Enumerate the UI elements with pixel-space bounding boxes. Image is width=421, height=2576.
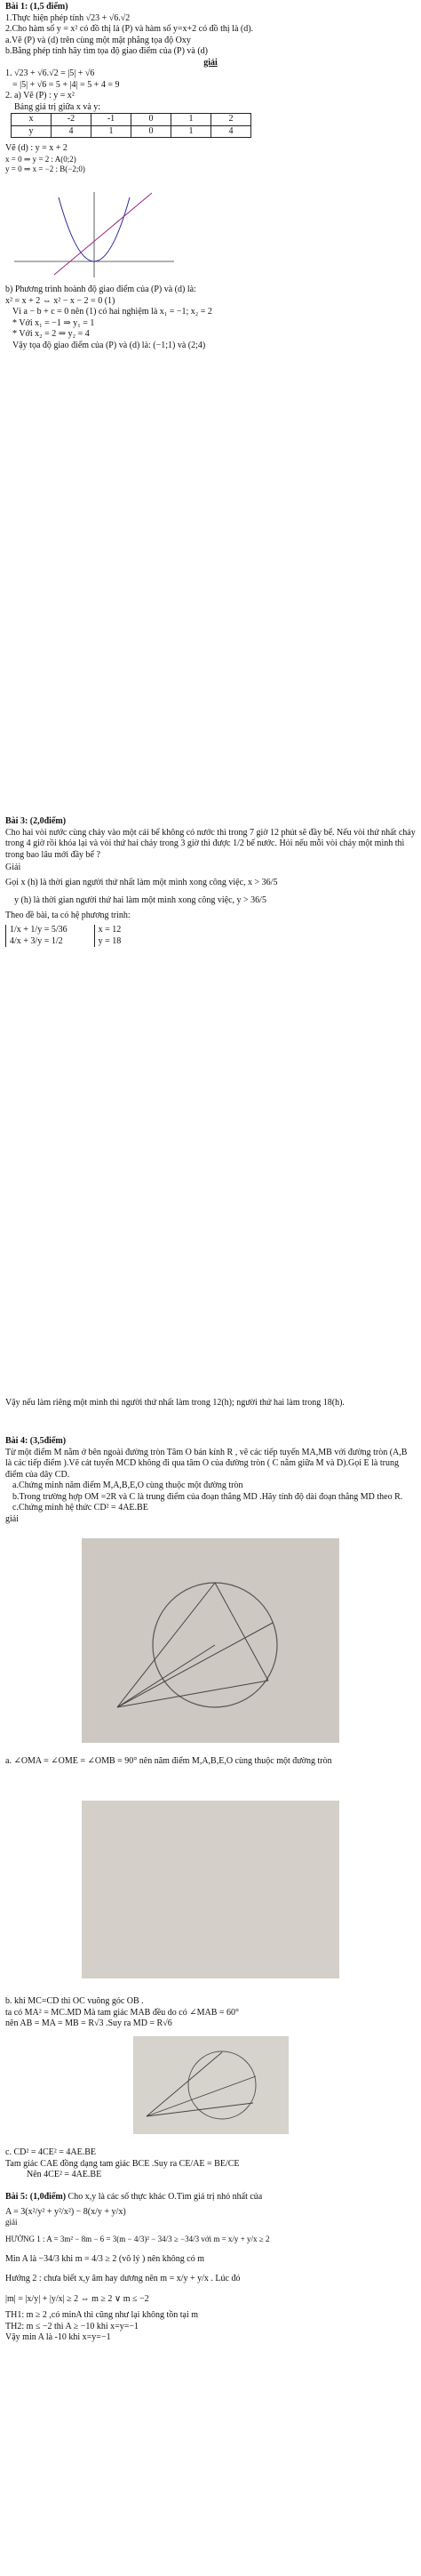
value-table (11, 113, 251, 138)
bai5-h1: HƯỚNG 1 : A = 3m² − 8m − 6 = 3(m − 4/3)² − 34/3 ≥ −34/3 với m = x/y + y/x ≥ 2 (5, 2235, 270, 2244)
bai1-table-caption: Bảng giá trị giữa x và y: (14, 101, 101, 112)
bai1-sol1: 1. √23 + √6.√2 = |5| + √6 (5, 68, 95, 78)
bai3-heq: Theo đề bài, ta có hệ phương trình: (5, 910, 131, 920)
geometry-figure-a-sketch (82, 1538, 339, 1743)
bai3-res2: y = 18 (98, 935, 122, 946)
bai1-title: Bài 1: (1,5 điểm) (5, 2, 68, 12)
table-y-label: y (12, 125, 52, 138)
table-cell: 1 (171, 114, 211, 126)
bai3-giai: Giải (5, 863, 21, 872)
bai3-y-line: y (h) là thời gian người thứ hai làm một mình xong công việc, y > 36/5 (14, 895, 266, 905)
table-cell: 1 (171, 125, 211, 138)
bai4-sc: c. CD² = 4CE² = 4AE.BE (5, 2147, 96, 2157)
bai3-sys1: 1/x + 1/y = 5/36 (10, 925, 68, 935)
geometry-figure-photo-c (133, 2036, 289, 2134)
bai1-d-title: Vẽ (d) : y = x + 2 (5, 143, 68, 153)
bai1-q2: 2.Cho hàm số y = x² có đồ thị là (P) và hàm số y=x+2 có đồ thị là (d). (5, 24, 254, 34)
bai3-sys2: 4/x + 3/y = 1/2 (10, 935, 63, 946)
bai5-expr: A = 3(x²/y² + y²/x²) − 8(x/y + y/x) (5, 2206, 126, 2217)
bai4-question: Từ một điểm M nằm ở bên ngoài đường tròn Tâm O bán kính R , vẽ các tiếp tuyến MA,MB với đường tròn (A,B là các tiếp điểm ).Vẽ cát tuyến MCD không đi qua tâm O của đường tròn ( C nằm giữa M và D).Gọi E là trung điểm của dây CD. (5, 1447, 408, 1480)
bai4-sb2: ta có MA² = MC.MD Mà tam giác MAB đều do có ∠MAB = 60° (5, 2007, 240, 2018)
table-x-label: x (12, 114, 52, 126)
bai4-qa: a.Chứng minh năm điểm M,A,B,E,O cùng thuộc một đường tròn (12, 1481, 243, 1490)
geometry-figure-photo-a (82, 1538, 339, 1743)
geometry-figure-c-sketch (133, 2036, 289, 2134)
table-cell: 4 (52, 125, 91, 138)
bai4-qb: b.Trong trường hợp OM =2R và C là trung điểm của đoạn thẳng MD .Hãy tính độ dài đoạn thẳng MD theo R. (12, 1491, 403, 1502)
bai1-giai-heading: giải (203, 57, 218, 68)
bai1-sol2b-eq: x² = x + 2 ⇔ x² − x − 2 = 0 (1) (5, 295, 115, 306)
table-cell: 1 (91, 125, 131, 138)
bai5-final: Vậy min A là -10 khi x=y=−1 (5, 2332, 111, 2342)
bai5-h2: Hướng 2 : chưa biết x,y âm hay dương nên m = x/y + y/x . Lúc đó (5, 2274, 241, 2283)
table-cell: 0 (131, 114, 171, 126)
bai3-answer: Vậy nếu làm riêng một mình thì người thứ nhất làm trong 12(h); người thứ hai làm trong 18(h). (5, 1398, 345, 1408)
bai4-giai: giải (5, 1513, 19, 1524)
table-cell: 0 (131, 125, 171, 138)
bai4-sb3: nên AB = MA = MB = R√3 .Suy ra MD = R√6 (5, 2018, 172, 2028)
bai1-sol2b-vi: Vì a − b + c = 0 nên (1) có hai nghiệm là x₁ = −1; x₂ = 2 (12, 307, 212, 317)
bai4-title: Bài 4: (3,5điểm) (5, 1436, 67, 1446)
bai5-question: Cho x,y là các số thực khác O.Tìm giá trị nhỏ nhất của (68, 2192, 263, 2202)
blank-photo-b (82, 1801, 339, 1978)
bai1-sol2b-x2: * Với x₂ = 2 ⇒ y₂ = 4 (12, 329, 90, 339)
bai4-sc3: Nên 4CE² = 4AE.BE (27, 2170, 102, 2179)
bai3-x-line: Gọi x (h) là thời gian người thứ nhất làm một mình xong công việc, x > 36/5 (5, 877, 278, 887)
bai4-sb: b. khi MC=CD thì OC vuông góc OB . (5, 1996, 144, 2006)
bai1-sol2b-x1: * Với x₁ = −1 ⇒ y₁ = 1 (12, 317, 95, 328)
bai1-d-line1: x = 0 ⇒ y = 2 : A(0;2) (5, 154, 76, 164)
bai1-sol2a: 2. a) Vẽ (P) : y = x² (5, 91, 75, 100)
bai1-sol2b-end: Vậy tọa độ giao điểm của (P) và (d) là: (−1;1) và (2;4) (12, 340, 206, 350)
bai5-giai: giải (5, 2218, 18, 2227)
bai3-title: Bài 3: (2,0điểm) (5, 816, 67, 826)
table-cell: -1 (91, 114, 131, 126)
bai1-q2b: b.Bằng phép tính hãy tìm tọa độ giao điểm của (P) và (d) (5, 46, 209, 56)
bai1-q2a: a.Vẽ (P) và (d) trên cùng một mặt phẳng tọa độ Oxy (5, 35, 191, 45)
bai1-sol2b-title: b) Phương trình hoành độ giao điểm của (P) và (d) là: (5, 285, 196, 294)
bai4-qc: c.Chứng minh hệ thức CD² = 4AE.BE (12, 1503, 148, 1513)
line-d (54, 193, 152, 275)
bai4-sc2: Tam giác CAE đồng dạng tam giác BCE .Suy ra CE/AE = BE/CE (5, 2158, 240, 2169)
bai5-h2b: |m| = |x/y| + |y/x| ≥ 2 ⇔ m ≥ 2 ∨ m ≤ −2 (5, 2293, 149, 2304)
bai5-title: Bài 5: (1,0điểm) (5, 2192, 67, 2202)
bai3-res1: x = 12 (98, 925, 122, 935)
blank-photo-b-fill (82, 1801, 339, 1978)
table-cell: 4 (211, 125, 251, 138)
table-cell: 2 (211, 114, 251, 126)
bai1-q1: 1.Thực hiện phép tính √23 + √6.√2 (5, 12, 131, 23)
bai5-th1: TH1: m ≥ 2 ,có minA thì cũng như lại không tồn tại m (5, 2310, 199, 2320)
bai1-sol1b: = |5| + √6 = 5 + |4| = 5 + 4 = 9 (12, 79, 120, 90)
bai5-th2: TH2: m ≤ −2 thì A ≥ −10 khi x=y=−1 (5, 2321, 139, 2331)
bai1-d-line2: y = 0 ⇒ x = −2 : B(−2;0) (5, 164, 85, 173)
bai4-sa: a. ∠OMA = ∠OME = ∠OMB = 90° nên năm điểm M,A,B,E,O cùng thuộc một đường tròn (5, 1756, 332, 1766)
parabola-line-graph (5, 189, 183, 281)
bai3-question: Cho hai vòi nước cùng chảy vào một cái bể không có nước thì trong 7 giờ 12 phút sẽ đầy bể. Nếu vòi thứ nhất chảy trong 4 giờ rồi khóa lại và vòi thứ hai chảy trong 3 giờ thì được 1/2 bể nước. Hỏi nếu mỗi vòi chảy một mình thì trong bao lâu mới đầy bể ? (5, 827, 416, 860)
table-cell: -2 (52, 114, 91, 126)
bai5-h1b: Min A là −34/3 khi m = 4/3 ≥ 2 (vô lý ) nên không có m (5, 2253, 204, 2264)
